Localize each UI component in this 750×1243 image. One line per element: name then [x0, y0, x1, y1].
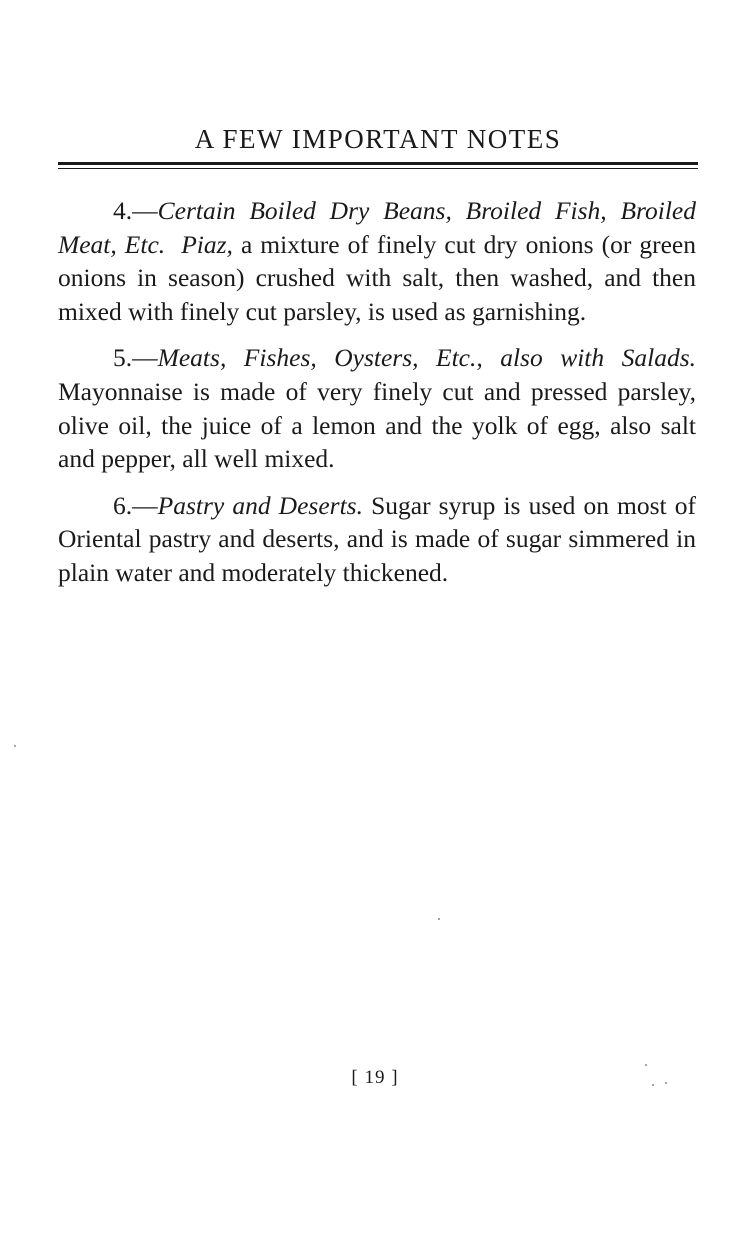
note-5 — [58, 341, 696, 475]
scan-speck — [14, 745, 16, 747]
note-number: 4.— — [113, 196, 158, 225]
note-term: Piaz, — [181, 229, 233, 259]
header-rule-thick — [58, 162, 698, 165]
note-body: Sugar syrup is used on most of Oriental pastry and deserts, and is made of sugar simmered in plain water and moderately thickened. — [58, 490, 697, 587]
note-body: a mixture of finely cut dry onions (or green onions in season) crushed with salt, then washed, and then mixed with finely cut parsley, is used as garnishing. — [58, 229, 696, 326]
note-heading: Certain Boiled Dry Beans, Broiled Fish, Broiled Meat, Etc. — [58, 196, 696, 259]
note-heading: Meats, Fishes, Oysters, Etc., also with Salads. — [157, 343, 696, 373]
scan-speck — [438, 918, 440, 920]
note-number: 5.— — [113, 343, 158, 373]
note-body: Mayonnaise is made of very finely cut and pressed parsley, olive oil, the juice of a lemon and the yolk of egg, also salt and pepper, all well mixed. — [58, 376, 696, 474]
scan-speck — [665, 1082, 667, 1084]
header-rule-thin — [58, 168, 698, 169]
notes-body — [58, 194, 696, 603]
running-head: A FEW IMPORTANT NOTES — [194, 124, 562, 154]
note-heading: Pastry and Deserts. — [157, 490, 363, 520]
page-number: [ 19 ] — [351, 1067, 399, 1088]
note-number: 6.— — [113, 490, 158, 520]
scan-speck — [652, 1084, 654, 1086]
scan-speck — [645, 1064, 647, 1066]
note-4 — [58, 194, 696, 328]
note-6 — [58, 489, 696, 590]
